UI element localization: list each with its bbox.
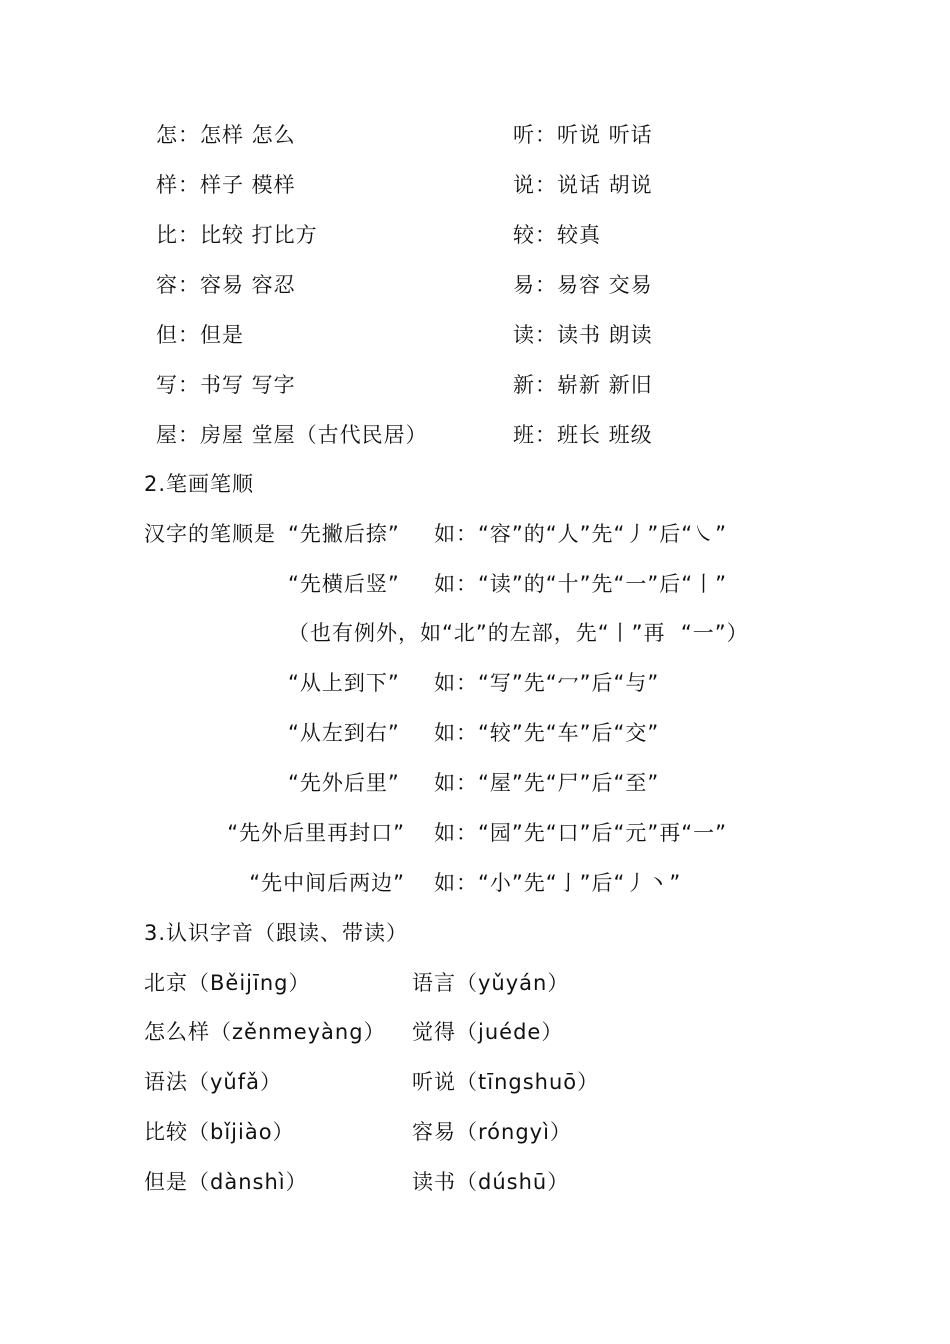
- pinyin-right-1: 语言（yǔyán）: [412, 971, 570, 995]
- pinyin-left-2: 怎么样（zěnmeyàng）: [144, 1020, 386, 1044]
- stroke-rule-5: “先外后里”: [288, 771, 400, 795]
- stroke-rule-2: “先横后竖”: [288, 572, 400, 596]
- section-3-title: 3.认识字音（跟读、带读）: [144, 921, 409, 945]
- pinyin-right-4: 容易（róngyì）: [412, 1120, 572, 1144]
- pinyin-right-2: 觉得（juéde）: [412, 1020, 564, 1044]
- stroke-rule-1: “先撇后捺”: [288, 522, 400, 546]
- stroke-rule-6: “先外后里再封口”: [227, 821, 405, 845]
- vocab-left-4: 容：容易 容忍: [156, 273, 296, 297]
- stroke-example-2: 如：“读”的“十”先“一”后“丨”: [434, 572, 728, 596]
- vocab-right-1: 听：听说 听话: [513, 123, 653, 147]
- stroke-example-7: 如：“小”先“亅”后“丿丶”: [434, 871, 682, 895]
- vocab-left-1: 怎：怎样 怎么: [156, 123, 296, 147]
- pinyin-right-3: 听说（tīngshuō）: [412, 1070, 600, 1094]
- section-2-title: 2.笔画笔顺: [144, 472, 255, 496]
- vocab-left-3: 比：比较 打比方: [156, 223, 318, 247]
- vocab-right-6: 新：崭新 新旧: [513, 373, 653, 397]
- vocab-left-7: 屋：房屋 堂屋（古代民居）: [156, 423, 428, 447]
- pinyin-left-1: 北京（Běijīng）: [144, 971, 311, 995]
- stroke-intro: 汉字的笔顺是: [144, 522, 276, 546]
- pinyin-left-4: 比较（bǐjiào）: [144, 1120, 295, 1144]
- vocab-left-6: 写：书写 写字: [156, 373, 296, 397]
- pinyin-right-5: 读书（dúshū）: [412, 1170, 570, 1194]
- stroke-example-4: 如：“较”先“车”后“交”: [434, 721, 660, 745]
- vocab-left-2: 样：样子 模样: [156, 173, 296, 197]
- stroke-rule-4: “从左到右”: [288, 721, 400, 745]
- vocab-left-5: 但：但是: [156, 323, 244, 347]
- pinyin-left-5: 但是（dànshì）: [144, 1170, 308, 1194]
- vocab-right-2: 说：说话 胡说: [513, 173, 653, 197]
- stroke-rule-3: “从上到下”: [288, 671, 400, 695]
- stroke-example-3: 如：“写”先“冖”后“与”: [434, 671, 660, 695]
- vocab-right-4: 易：易容 交易: [513, 273, 653, 297]
- stroke-example-6: 如：“园”先“口”后“元”再“一”: [434, 821, 728, 845]
- vocab-right-5: 读：读书 朗读: [513, 323, 653, 347]
- stroke-example-1: 如：“容”的“人”先“丿”后“㇏”: [434, 522, 728, 546]
- vocab-right-7: 班：班长 班级: [513, 423, 653, 447]
- stroke-exception-note: （也有例外，如“北”的左部，先“丨”再 “一”）: [288, 621, 749, 645]
- stroke-example-5: 如：“屋”先“尸”后“至”: [434, 771, 660, 795]
- stroke-rule-7: “先中间后两边”: [249, 871, 405, 895]
- vocab-right-3: 较：较真: [513, 223, 601, 247]
- pinyin-left-3: 语法（yǔfǎ）: [144, 1070, 282, 1094]
